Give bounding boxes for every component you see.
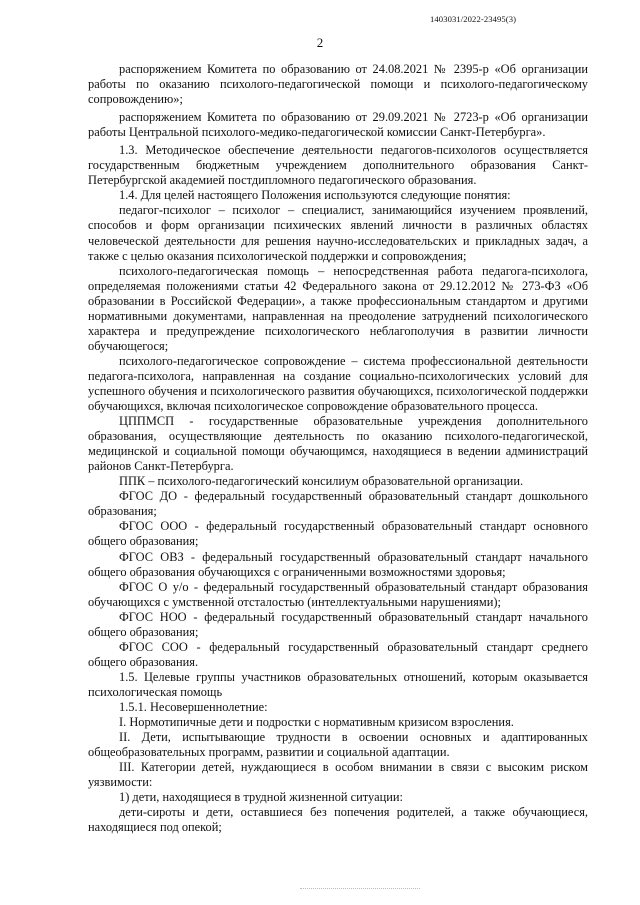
paragraph: 1.3. Методическое обеспечение деятельности педагогов-психологов осуществляется государственным бюджетным учреждением дополнительного образования Санкт-Петербургской академией постдипломного педагогического образования. [88, 143, 588, 188]
paragraph: 1.5.1. Несовершеннолетние: [119, 699, 268, 714]
paragraph: распоряжением Комитета по образованию от 29.09.2021 № 2723-р «Об организации работы Центральной психолого-медико-педагогической комиссии Санкт-Петербурга». [88, 110, 588, 140]
paragraph: 1.4. Для целей настоящего Положения используются следующие понятия: [119, 188, 511, 203]
paragraph: дети-сироты и дети, оставшиеся без попечения родителей, а также обучающиеся, находящиеся под опекой; [88, 805, 588, 835]
paragraph: ФГОС НОО - федеральный государственный образовательный стандарт начального общего образования; [88, 609, 588, 639]
paragraph: психолого-педагогическое сопровождение – система профессиональной деятельности педагога-психолога, направленная на создание социально-психологических условий для успешного обучения и психологического развития обучающихся, психологической поддержки обучающихся, включая психологическое сопровождение образовательного процесса. [88, 353, 588, 414]
scan-artifact [300, 888, 420, 890]
paragraph: ФГОС ДО - федеральный государственный образовательный стандарт дошкольного образования; [88, 489, 588, 519]
paragraph: ФГОС О у/о - федеральный государственный образовательный стандарт образования обучающихся с умственной отсталостью (интеллектуальными нарушениями); [88, 579, 588, 609]
paragraph: 1.5. Целевые группы участников образовательных отношений, которым оказывается психологическая помощь [88, 669, 588, 699]
paragraph: 1) дети, находящиеся в трудной жизненной ситуации: [119, 790, 403, 805]
paragraph: ФГОС ООО - федеральный государственный образовательный стандарт основного общего образования; [88, 519, 588, 549]
document-body [88, 62, 588, 835]
paragraph: педагог-психолог – психолог – специалист, занимающийся изучением проявлений, способов и форм организации психических явлений личности в различных областях человеческой деятельности для решения научно-исследовательских и прикладных задач, а также с целью оказания психологической поддержки и сопровождения; [88, 203, 588, 263]
document-id: 1403031/2022-23495(3) [430, 14, 517, 24]
paragraph: III. Категории детей, нуждающиеся в особом внимании в связи с высоким риском уязвимости: [88, 760, 588, 790]
paragraph: распоряжением Комитета по образованию от 24.08.2021 № 2395-р «Об организации работы по оказанию психолого-педагогической помощи и психолого-педагогическому сопровождению»; [88, 62, 588, 107]
paragraph: I. Нормотипичные дети и подростки с нормативным кризисом взросления. [119, 715, 514, 730]
page-number: 2 [316, 35, 324, 50]
paragraph: психолого-педагогическая помощь – непосредственная работа педагога-психолога, определяемая положениями статьи 42 Федерального закона от 29.12.2012 № 273-ФЗ «Об образовании в Российской Федерации», а также профессиональным стандартом и другими нормативными документами, направленная на преодоление затруднений психологического характера и предупреждение психологического неблагополучия в развитии личности обучающегося; [88, 263, 588, 353]
paragraph: ППК – психолого-педагогический консилиум образовательной организации. [119, 474, 524, 489]
paragraph: ФГОС СОО - федеральный государственный образовательный стандарт среднего общего образования. [88, 639, 588, 669]
paragraph: II. Дети, испытывающие трудности в освоении основных и адаптированных общеобразовательных программ, развитии и социальной адаптации. [88, 730, 588, 760]
paragraph: ЦППМСП - государственные образовательные учреждения дополнительного образования, осуществляющие деятельность по оказанию психолого-педагогической, медицинской и социальной помощи обучающимся, находящиеся в ведении администраций районов Санкт-Петербурга. [88, 414, 588, 474]
paragraph: ФГОС ОВЗ - федеральный государственный образовательный стандарт начального общего образования обучающихся с ограниченными возможностями здоровья; [88, 549, 588, 579]
